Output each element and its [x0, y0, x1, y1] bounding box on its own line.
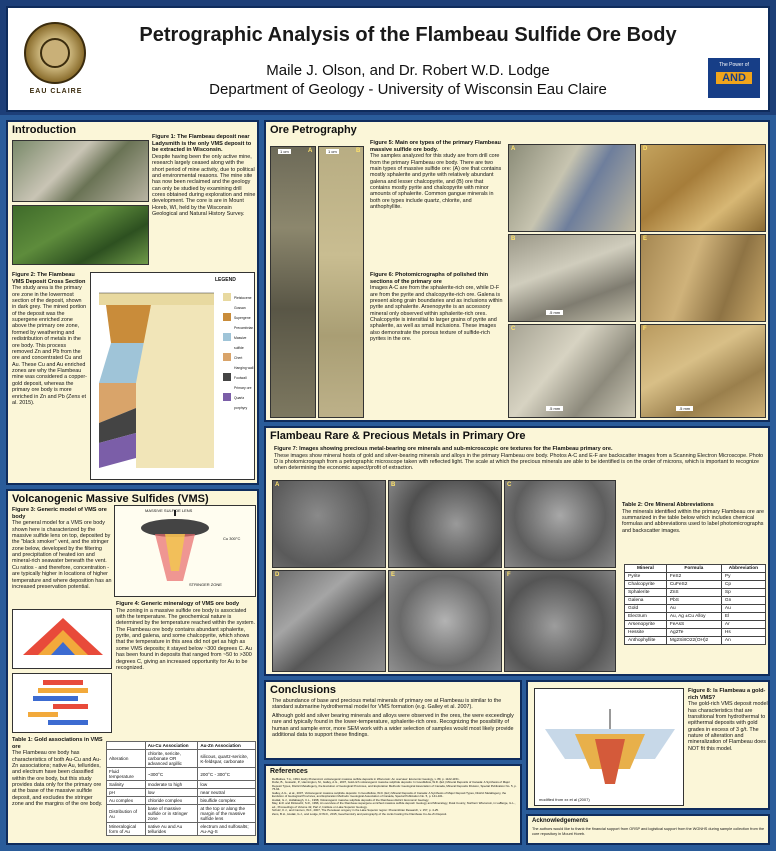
table-cell: silicous, quartz-sericite, K-feldspar, carbonate [198, 750, 256, 768]
table-row [625, 573, 766, 581]
table-header [107, 742, 146, 750]
figure5-title: Figure 5: Main ore types of the primary Flambeau massive sulfide ore body. [370, 140, 501, 153]
scale-bar-b: 1 cm [328, 149, 337, 154]
introduction-heading: Introduction [12, 124, 77, 136]
scale-bar-b-photo: .5 mm [546, 310, 563, 315]
table-cell: Chalcopyrite [625, 581, 667, 589]
table-row [625, 589, 766, 597]
figure8-text: The gold-rich VMS deposit model has characteristics that are transitional from hydrothermal to epithermal deposits with gold grades in excess of 3 g/t. The nature of alteration and mineralization of Flambeau does NOT fit this model. [688, 701, 768, 752]
table1-text: The Flambeau ore body has characteristics of both Au-Cu and Au-Zn associations; native Au, tellurides, and electrum have been classified within the ore body, but this study provides data only for the primary ore at the base of the massive sulfide deposit, and excludes the stringer zone and the margins of the ore body. [12, 750, 103, 808]
table-row [625, 605, 766, 613]
zoning-svg [13, 610, 113, 670]
table-cell: Py [721, 573, 765, 581]
table-header: Abbreviation [721, 565, 765, 573]
figure7-text: These images show mineral hosts of gold and silver-bearing minerals and alloys in the primary Flambeau ore body. Photos A-C and E-F are backscatter images from a Scanning Electron Microscope. Photo D is photomicrograph from a petrographic microscope taken with reflected light. The scale at which the precious minerals are able to be identified is on the order of microns, which is important to recognize when determining the economic aspect/profit of extraction. [274, 452, 764, 472]
sem-label-f: F [507, 572, 511, 578]
figure8-source: modified from xx et al (2007) [539, 797, 590, 802]
figure8-title: Figure 8: Is Flambeau a gold-rich VMS? [688, 688, 766, 701]
table-cell: Distribution of Au [107, 805, 146, 823]
gold-vms-svg [535, 689, 685, 797]
table-cell: Sp [721, 589, 765, 597]
table-cell: Electrum [625, 613, 667, 621]
table-header: Mineral [625, 565, 667, 573]
reference-item: May, E.R. and Dinkowitz, S.R., 1996, An overview of the Flambeau supergene enriched massive sulfide deposit: Geology and Mineralogy, Rusk County, Northern Wisconsin, in LaBerge, G.L., ed., Proceedings of Volume 42, Part 2, Institute on Lake Superior Geology. [272, 801, 516, 809]
scale-bar-c-photo: .5 mm [546, 406, 563, 411]
core-sample-a [270, 146, 316, 418]
model-label-lens: MASSIVE SULFIDE LENS [145, 508, 193, 513]
table-cell: at the top or along the margin of the massive sulfide lens [198, 805, 256, 823]
table-cell: Cp [721, 581, 765, 589]
rare-metals-heading: Flambeau Rare & Precious Metals in Primary Ore [270, 430, 526, 442]
cross-section-svg [91, 273, 256, 481]
vms-model-svg [115, 506, 257, 598]
legend-item: Chert [234, 356, 243, 360]
table-row [107, 750, 256, 768]
table2-title: Table 2: Ore Mineral Abbreviations [622, 502, 714, 508]
sem-image-c [504, 480, 616, 568]
vms-heading: Volcanogenic Massive Sulfides (VMS) [12, 493, 209, 505]
figure5-caption [370, 140, 504, 270]
table-row [625, 637, 766, 645]
table-cell: Salinity [107, 781, 146, 789]
table-row [107, 768, 256, 781]
legend-item: Quartz porphyry [234, 396, 248, 410]
reference-item: Galley, A.G., et al., 2007, Volcanogenic massive sulphide deposits: In Goodfellow, W.D. (Ed.) Mineral Deposits of Canada: A Synthesis of Major Deposit Types, District Metallogeny, the Evolution of Geological Provinces, and Exploration Methods: Geological Association of Canada, Special Publication No. 5, p. 141-161. [272, 790, 507, 799]
figure7-caption [274, 446, 764, 478]
table-cell: Pyrite [625, 573, 667, 581]
legend-item: Primary ore [234, 386, 252, 390]
table-row [625, 581, 766, 589]
sem-label-a: A [275, 482, 280, 488]
sem-label-e: E [391, 572, 396, 578]
core-label-b: B [356, 148, 361, 154]
figure3-title: Figure 3: Generic model of VMS ore body [12, 507, 107, 520]
table-cell: Mg2Si8O22(OH)2 [666, 637, 721, 645]
photo-label-d: D [643, 146, 648, 152]
table1-caption [12, 737, 104, 843]
table-cell: 200°C - 300°C [198, 768, 256, 781]
figure1-text: Despite having been the only active mine, research largely ceased along with the short period of mine activity, due to political and environmental reasons. The mine site has now been reclaimed and the geology can only be studied by examining drill cores obtained during exploration and mine development. The core is are in Mount Horeb, WI, held by the Wisconsin Geological and Natural History Survey. [152, 153, 256, 218]
table-row [107, 789, 256, 797]
photomicrograph-d [640, 144, 766, 232]
petrography-panel [264, 120, 770, 422]
sem-label-d: D [275, 572, 280, 578]
sem-image-f [504, 570, 616, 672]
photomicrograph-b [508, 234, 636, 322]
figure3-text: The general model for a VMS ore body shown here is characterized by the massive sulfide lens on top, deposited by the "black smoker" vent, and the stringer zone below, developed by the filtering and precipitation of heated ion and mineral-rich seawater beneath the vent. Cu ratios - and therefore, concentration - are typically higher in locations of higher temperature and where deposition has an increased preservation potential. [12, 520, 112, 590]
legend-item: Massive sulfide [234, 336, 247, 350]
references-panel [264, 764, 522, 845]
figure1-title: Figure 1: The Flambeau deposit near Ladysmith is the only VMS deposit to be extracted in Wisconsin. [152, 134, 252, 154]
photomicrograph-c [508, 324, 636, 418]
core-sample-b [318, 146, 364, 418]
table-cell: Gn [721, 597, 765, 605]
figure6-text: Images A-C are from the sphalerite-rich ore, while D-F are from the pyrite and chalcopyrite-rich ore. Galena is present along grain boundaries and as inclusions within pyrite and sphalerite. Arsenopyrite is an accessory mineral only observed within sphalerite-rich ores. Chalcopyrite is intersitial to larger grains of pyrite and sphalerite, as well as small inclusions. These images also demonstrate the porous texture of sulfide-rich pyrites in the ore. [370, 285, 503, 343]
table-row [625, 621, 766, 629]
table-cell: Au complex [107, 797, 146, 805]
table-cell: moderate to high [145, 781, 198, 789]
photomicrograph-a [508, 144, 636, 232]
reference-item: Hudak, G.J., Hollabaugh, C.L., 1998, Volcanogenic massive sulphide deposits of the Flambeau district: Economic Geology. [272, 797, 430, 802]
gold-associations-table [106, 741, 256, 836]
vms-panel [6, 489, 259, 845]
table-header: Au-Cu Association [145, 742, 198, 750]
model-temp-label: Cu 300°C [223, 536, 241, 541]
table-cell: Au, Ag ±Cu Alloy [666, 613, 721, 621]
table-cell: base of massive sulfide or in stringer zone [145, 805, 198, 823]
scale-bar-f-photo: .5 mm [676, 406, 693, 411]
rare-metals-panel [264, 426, 770, 676]
table-row [107, 805, 256, 823]
conclusions-heading: Conclusions [270, 684, 337, 696]
photomicrograph-f [640, 324, 766, 418]
table1-title: Table 1: Gold associations in VMS ore [12, 737, 103, 750]
scale-bar-a: 1 cm [280, 149, 289, 154]
legend-item: Footwall [234, 376, 247, 380]
table-cell: Au [721, 605, 765, 613]
logo-word: AND [716, 72, 752, 84]
photo-label-a: A [511, 146, 516, 152]
table-header: Au-Zn Association [198, 742, 256, 750]
table-cell: Hessite [625, 629, 667, 637]
mine-photo-1 [12, 140, 149, 202]
table-cell: Hs [721, 629, 765, 637]
table-cell: Au [666, 605, 721, 613]
figure8-caption [688, 688, 768, 806]
figure3-caption [12, 507, 112, 607]
cross-section-diagram [90, 272, 255, 480]
core-label-a: A [308, 148, 313, 154]
legend-item: Gossan [234, 306, 246, 310]
figure8-panel [526, 680, 770, 810]
table-header-row [107, 742, 256, 750]
legend-item: Hanging wall [234, 366, 254, 370]
table-header-row [625, 565, 766, 573]
table-cell: ZnS [666, 589, 721, 597]
poster-title: Petrographic Analysis of the Flambeau Sulfide Ore Body [139, 24, 677, 46]
vms-model-diagram [114, 505, 256, 597]
legend-item: Precambrian [234, 326, 254, 330]
conclusion-paragraph: The abundance of base and precious metal minerals of primary ore at Flambeau is similar to the standard submarine hydrothermal model for VMS formation (e.g. Galley et al. 2007). [272, 698, 502, 711]
table-header: Formula [666, 565, 721, 573]
reference-item: Dubé, B., Gosselin, P., Hannington, M., Galley, A.G., 2007, Gold-rich volcanogenic massive sulphide deposits: In Goodfellow, W.D. (Ed.) Mineral Deposits of Canada: A Synthesis of Major Deposit Types, District Metallogeny, the Evolution of Geological Provinces, and Exploration Methods: Geological Association of Canada, Mineral Deposits Division, Special Publication No. 5, p. 75-94. [272, 780, 517, 792]
model-label-stringer: STRINGER ZONE [189, 582, 222, 587]
figure4-title: Figure 4: Generic mineralogy of VMS ore body [116, 601, 240, 607]
table-cell: FeAsS [666, 621, 721, 629]
table-cell: FeS2 [666, 573, 721, 581]
header [0, 0, 776, 115]
sem-label-b: B [391, 482, 396, 488]
conclusions-panel [264, 680, 522, 760]
table-cell: CuFeS2 [666, 581, 721, 589]
table-cell: pH [107, 789, 146, 797]
table-cell: Ar [721, 621, 765, 629]
reference-item: Schulz, K.J., and Cannon, W.F., 2007, The Penokean orogeny in the Lake Superior region: Precambrian Research, v. 157, p. 4-25. [272, 808, 439, 813]
table-cell: El [721, 613, 765, 621]
reference-item: DeMatties, T.A., 1994, Early Proterozoic volcanogenic massive sulfide deposits in Wisconsin: An overview: Economic Geology, v. 89, p. 1122-1151. [272, 778, 460, 781]
photomicrograph-e [640, 234, 766, 322]
reference-item: Zens, B.H., Hudak, G.J., and Lodge, R.W.D., 2015, Geochemistry and petrography of the rocks hosting the Flambeau Cu-Au-Zn Deposit. [272, 811, 447, 816]
table-cell: An [721, 637, 765, 645]
table-cell: Fluid temperature [107, 768, 146, 781]
figure7-title: Figure 7: Images showing precious metal-bearing ore minerals and sub-microscopic ore textures for the Flambeau primary ore. [274, 446, 613, 452]
department: Department of Geology - University of Wisconsin Eau Claire [209, 81, 607, 98]
legend-item: Supergene [234, 316, 251, 320]
header-box [6, 6, 770, 112]
figure2-title: Figure 2: The Flambeau VMS Deposit Cross Section [12, 272, 86, 285]
sem-image-b [388, 480, 502, 568]
table-cell: chlorite, sericite, carbonate OR advanced argillic [145, 750, 198, 768]
acknowledgements-panel [526, 814, 770, 845]
temperature-bar-chart [12, 673, 112, 733]
sem-label-c: C [507, 482, 512, 488]
table-cell: bisulfide complex [198, 797, 256, 805]
mineral-zoning-diagram [12, 609, 112, 669]
figure5-text: The samples analyzed for this study are from drill core from the primary Flambeau ore body. There are two main types of massive sulfide ore: (A) ore that contains mostly sphalerite and pyrite with relatively abundant galena and lesser chalcopyrite, and (B) ore that contains mostly pyrite and chalcopyrite with minor amounts of sphalerite. Common gangue minerals in both ore types include quartz, chlorite, and anthophyllite. [370, 153, 502, 211]
reflected-light-image-d [272, 570, 386, 672]
logo-tagline: The Power of [719, 62, 749, 68]
references-list [272, 778, 518, 844]
table-cell: low [145, 789, 198, 797]
sem-image-e [388, 570, 502, 672]
table-cell: native Au and Au tellurides [145, 823, 198, 836]
temp-bars-svg [13, 674, 113, 734]
table-cell: near neutral [198, 789, 256, 797]
table-cell: Gold [625, 605, 667, 613]
sem-image-a [272, 480, 386, 568]
table-cell: ~300°C [145, 768, 198, 781]
conclusions-text [272, 698, 518, 758]
figure6-title: Figure 6: Photomicrographs of polished thin sections of the primary ore [370, 272, 489, 285]
table-cell: Sphalerite [625, 589, 667, 597]
table-cell: Galena [625, 597, 667, 605]
table-cell: Anthophyllite [625, 637, 667, 645]
figure2-caption [12, 272, 87, 482]
mineral-abbreviations-table [624, 564, 766, 645]
table-cell: PbS [666, 597, 721, 605]
university-seal [24, 22, 86, 84]
introduction-panel [6, 120, 259, 485]
petrography-heading: Ore Petrography [270, 124, 357, 136]
table-row [625, 597, 766, 605]
table-row [107, 797, 256, 805]
mine-photo-2 [12, 205, 149, 265]
table-cell: chloride complex [145, 797, 198, 805]
figure1-caption [152, 134, 256, 284]
legend-item: Pleistocene [234, 296, 252, 300]
table-cell: low [198, 781, 256, 789]
table-cell: Arsenopyrite [625, 621, 667, 629]
figure4-caption [116, 601, 256, 741]
table2-caption [622, 502, 766, 558]
photo-label-c: C [511, 326, 516, 332]
legend-title: LEGEND [215, 277, 236, 283]
table-row [625, 629, 766, 637]
table-cell: Ag2Te [666, 629, 721, 637]
acknowledgements-text: The authors would like to thank the financial support from ORSP and logistical support from the WGNHS during sample collection from the core repository in Mount Horeb. [532, 827, 765, 836]
conclusion-paragraph: Although gold and silver bearing minerals and alloys were observed in the ores, the were exceedingly rare and typically found in the lower-temperature, sphalerite-rich ores. Recognizing the possibility of human and sample error, more SEM work with a wider selection of samples would most likely provide additional data to support these findings. [272, 712, 514, 738]
references-heading: References [270, 768, 308, 775]
photo-label-b: B [511, 236, 516, 242]
table2-text: The minerals identified within the primary Flambeau ore are summarized in the table below which includes chemical formulas and abbreviations used to label photomicrographs and backscatter images. [622, 508, 765, 534]
gold-rich-vms-diagram [534, 688, 684, 806]
table-cell: electrum and sulfosalts; Au-Ag-S [198, 823, 256, 836]
figure6-caption [370, 272, 504, 412]
seal-text: EAU CLAIRE [29, 88, 83, 95]
photo-label-f: F [643, 326, 647, 332]
acknowledgements-heading: Acknowledgements [532, 818, 589, 824]
authors: Maile J. Olson, and Dr. Robert W.D. Lodge [266, 62, 550, 79]
table-row [107, 823, 256, 836]
table-row [625, 613, 766, 621]
power-of-and-logo [708, 58, 760, 98]
figure2-text: The study area is the primary ore zone in the lowermost section of the deposit, shown in dark grey. The mined portion of the deposit was the supergene enriched zone above the primary ore zone, formed by weathering and redistribution of metals in the ore body. This process removed Zn and Pb from the ore and concentrated Cu and Au. These Cu and Au enriched zones are why the Flambeau mine was considered a copper-gold deposit, whereas the primary ore body is more enriched in Zn and Pb (Zens et al. 2015). [12, 285, 87, 406]
table-row [107, 781, 256, 789]
photo-label-e: E [643, 236, 648, 242]
figure4-text: The zoning in a massive sulfide ore body is associated with the temperature. The geochemical nature is determined by the temperature reached within the system. The Flambeau ore body contains abundant sphalerite, pyrite, and galena, and some chalcopyrite, which shows that the temperature in this area did not get as high as some VMS deposits; it stayed below ~300 degrees C. Au has been found in deposits that ranged from ~50 to >300 degrees C, giving an increased opportunity for Au to be recognized. [116, 607, 256, 671]
legend-list [234, 293, 256, 413]
table-cell: Alteration [107, 750, 146, 768]
table-cell: Mineralogical form of Au [107, 823, 146, 836]
